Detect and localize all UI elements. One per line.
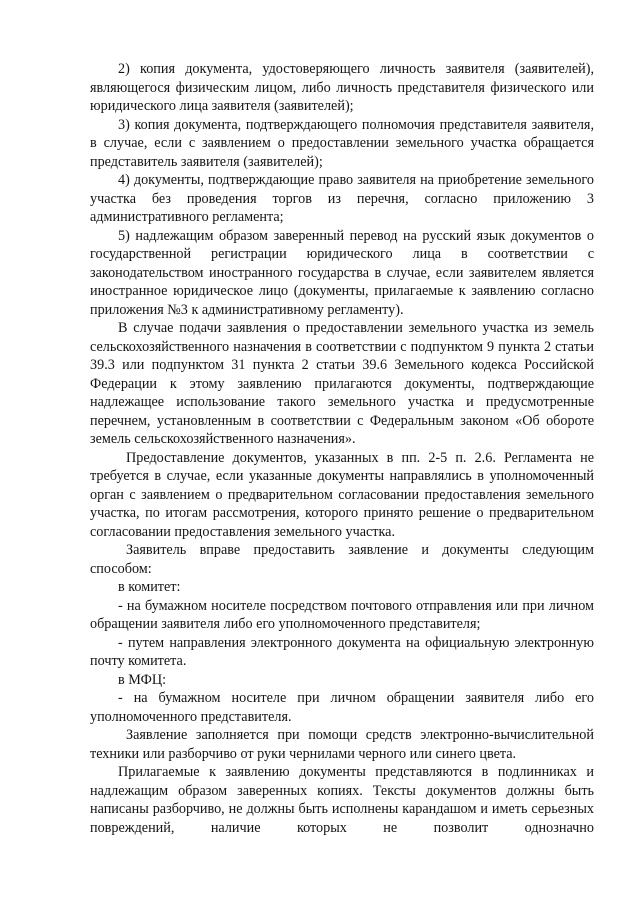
committee-paper-method: - на бумажном носителе посредством почтового отправления или при личном обращении заявителя либо его уполномоченного представителя; bbox=[90, 597, 594, 632]
submission-methods-intro: Заявитель вправе предоставить заявление и документы следующим способом: bbox=[90, 542, 594, 577]
document-page bbox=[90, 60, 594, 837]
committee-email-method: - путем направления электронного документа на официальную электронную почту комитета. bbox=[90, 634, 594, 669]
documents-not-required-paragraph: Предоставление документов, указанных в пп. 2-5 п. 2.6. Регламента не требуется в случае, если указанные документы направлялись в уполномоченный орган с заявлением о предварительном согласовании предоставления земельного участка, по итогам рассмотрения, которого принято решение о предварительном согласовании предоставления земельного участка. bbox=[90, 449, 594, 540]
list-item-4: 4) документы, подтверждающие право заявителя на приобретение земельного участка без проведения торгов из перечня, согласно приложению 3 административного регламента; bbox=[90, 172, 594, 225]
list-item-2: 2) копия документа, удостоверяющего личность заявителя (заявителей), являющегося физическим лицом, либо личность представителя физического или юридического лица заявителя (заявителей); bbox=[90, 61, 594, 114]
list-item-5: 5) надлежащим образом заверенный перевод на русский язык документов о государственной регистрации юридического лица в соответствии с законодательством иностранного государства в случае, если заявителем является иностранное юридическое лицо (документы, прилагаемые к заявлению согласно приложения №3 к административному регламенту). bbox=[90, 227, 594, 318]
list-item-3: 3) копия документа, подтверждающего полномочия представителя заявителя, в случае, если с заявлением о предоставлении земельного участка обращается представитель заявителя (заявителей); bbox=[90, 116, 594, 170]
mfc-paper-method: - на бумажном носителе при личном обращении заявителя либо его уполномоченного представителя. bbox=[90, 690, 594, 725]
to-mfc-heading: в МФЦ: bbox=[118, 671, 167, 688]
filling-paragraph: Заявление заполняется при помощи средств электронно-вычислительной техники или разборчиво от руки чернилами черного или синего цвета. bbox=[90, 727, 594, 762]
agricultural-land-paragraph: В случае подачи заявления о предоставлении земельного участка из земель сельскохозяйственного назначения в соответствии с подпунктом 9 пункта 2 статьи 39.3 или подпунктом 31 пункта 2 статьи 39.6 Земельного кодекса Российской Федерации к этому заявлению прилагаются документы, подтверждающие надлежащее использование такого земельного участка и предусмотренные перечнем, установленным в соответствии с Федеральным законом «Об обороте земель сельскохозяйственного назначения». bbox=[90, 320, 594, 447]
to-committee-heading: в комитет: bbox=[118, 579, 181, 595]
attachments-paragraph: Прилагаемые к заявлению документы представляются в подлинниках и надлежащим образом заверенных копиях. Тексты документов должны быть написаны разборчиво, не должны быть исполнены карандашом и иметь серьезных повреждений, наличие которых не позволит однозначно bbox=[90, 764, 594, 836]
